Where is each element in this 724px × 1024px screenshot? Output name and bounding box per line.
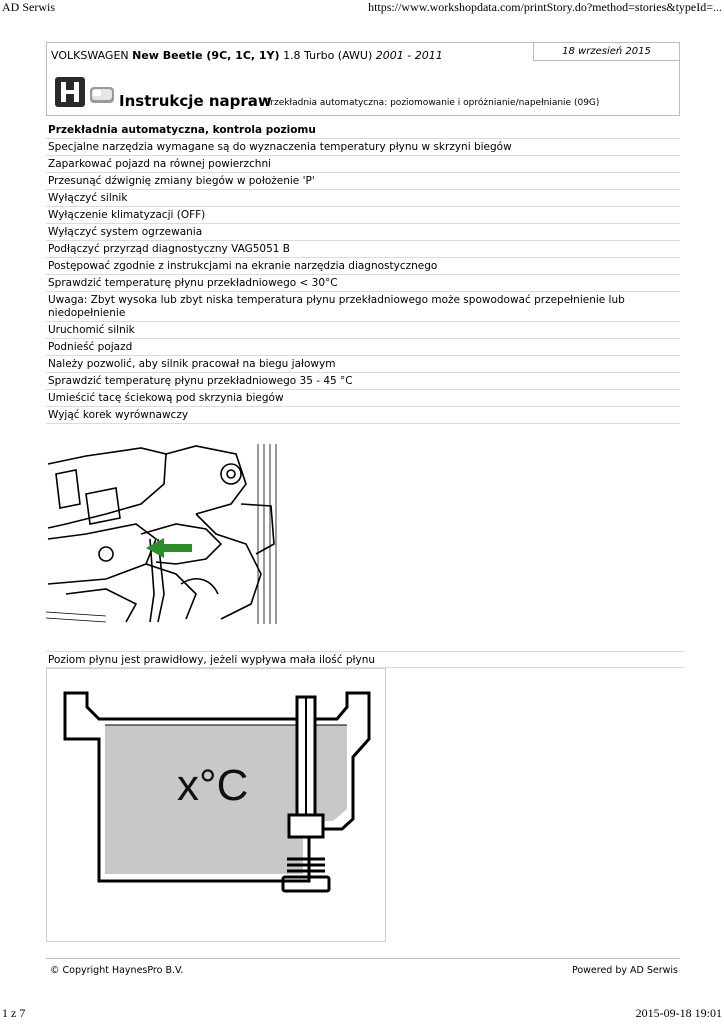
step-row: Wyłączenie klimatyzacji (OFF) [46, 207, 680, 224]
manual-book-icon [89, 85, 115, 105]
step-row: Wyłączyć silnik [46, 190, 680, 207]
document-date: 18 wrzesień 2015 [533, 43, 679, 61]
procedure-steps [46, 122, 680, 424]
section-title: Instrukcje napraw [119, 92, 272, 110]
print-timestamp: 2015-09-18 19:01 [635, 1006, 722, 1020]
step-row: Sprawdzić temperaturę płynu przekładniowego < 30°C [46, 275, 680, 292]
transmission-drain-plug-illustration [46, 444, 278, 624]
fluid-level-figure-frame [46, 668, 386, 942]
temperature-label: x°C [177, 761, 249, 810]
copyright-text: © Copyright HaynesPro B.V. [50, 965, 184, 976]
browser-print-footer [0, 1006, 724, 1022]
step-row: Wyłączyć system ogrzewania [46, 224, 680, 241]
print-header-site: AD Serwis [2, 0, 55, 14]
print-header-url: https://www.workshopdata.com/printStory.do?method=stories&typeId=... [368, 0, 722, 14]
title-box [46, 42, 680, 116]
step-row: Podłączyć przyrząd diagnostyczny VAG5051 B [46, 241, 680, 258]
step-row: Wyjąć korek wyrównawczy [46, 407, 680, 424]
footer-divider [46, 958, 680, 959]
step-row: Podnieść pojazd [46, 339, 680, 356]
step-row: Postępować zgodnie z instrukcjami na ekranie narzędzia diagnostycznego [46, 258, 680, 275]
vehicle-model: New Beetle (9C, 1C, 1Y) [132, 49, 280, 62]
vehicle-line [51, 49, 443, 62]
haynespro-logo-icon [55, 77, 85, 107]
page-counter: 1 z 7 [2, 1006, 26, 1020]
section-subtitle: - Przekładnia automatyczna: poziomowanie i opróżnianie/napełnianie (09G) [259, 98, 600, 108]
step-row: Uwaga: Zbyt wysoka lub zbyt niska temperatura płynu przekładniowego może spowodować przepełnienie lub niedopełnienie [46, 292, 680, 322]
step-row: Umieścić tacę ściekową pod skrzynia biegów [46, 390, 680, 407]
step-row: Należy pozwolić, aby silnik pracował na biegu jałowym [46, 356, 680, 373]
step-row: Specjalne narzędzia wymagane są do wyznaczenia temperatury płynu w skrzyni biegów [46, 139, 680, 156]
vehicle-make: VOLKSWAGEN [51, 49, 129, 62]
figure-caption: Poziom płynu jest prawidłowy, jeżeli wypływa mała ilość płynu [46, 651, 684, 668]
vehicle-years: 2001 - 2011 [375, 49, 443, 62]
powered-by-text: Powered by AD Serwis [571, 965, 678, 976]
steps-header: Przekładnia automatyczna, kontrola poziomu [46, 122, 680, 139]
step-row: Sprawdzić temperaturę płynu przekładniowego 35 - 45 °C [46, 373, 680, 390]
vehicle-engine: 1.8 Turbo (AWU) [283, 49, 373, 62]
browser-print-header [0, 0, 724, 16]
step-row: Zaparkować pojazd na równej powierzchni [46, 156, 680, 173]
step-row: Przesunąć dźwignię zmiany biegów w położenie 'P' [46, 173, 680, 190]
step-row: Uruchomić silnik [46, 322, 680, 339]
